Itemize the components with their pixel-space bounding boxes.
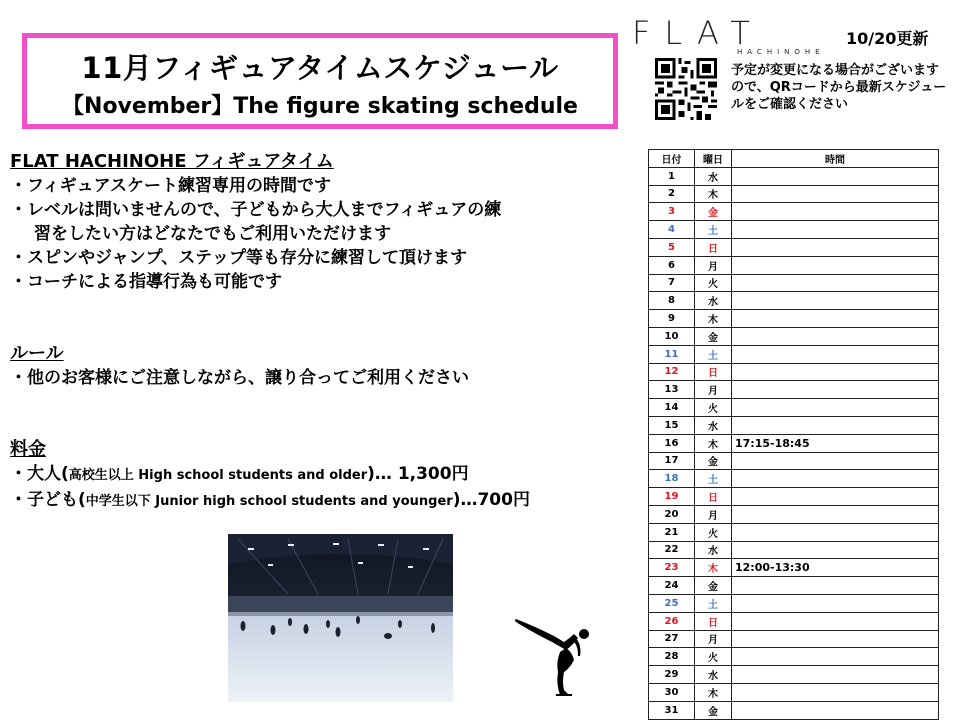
time-cell — [732, 594, 939, 612]
schedule-table — [648, 149, 939, 720]
time-cell — [732, 666, 939, 684]
date-cell: 20 — [649, 505, 695, 523]
time-cell — [732, 541, 939, 559]
rink-photo — [228, 534, 453, 702]
date-cell: 4 — [649, 221, 695, 239]
weekday-cell: 月 — [695, 505, 732, 523]
rules-title: ルール — [10, 343, 64, 364]
page-subtitle: 【November】The figure skating schedule — [62, 94, 578, 119]
date-cell: 18 — [649, 470, 695, 488]
table-row — [649, 221, 939, 239]
table-row — [649, 488, 939, 506]
table-row — [649, 683, 939, 701]
table-row — [649, 167, 939, 185]
table-row — [649, 541, 939, 559]
time-cell — [732, 238, 939, 256]
date-cell: 3 — [649, 203, 695, 221]
info-column — [10, 150, 630, 514]
about-line: ・コーチによる指導行為も可能です — [10, 272, 282, 292]
qr-code-icon[interactable] — [655, 58, 717, 120]
header-date: 日付 — [649, 150, 695, 168]
date-cell: 17 — [649, 452, 695, 470]
weekday-cell: 土 — [695, 470, 732, 488]
time-cell — [732, 416, 939, 434]
time-cell — [732, 381, 939, 399]
date-cell: 25 — [649, 594, 695, 612]
time-cell — [732, 292, 939, 310]
table-row — [649, 310, 939, 328]
weekday-cell: 土 — [695, 594, 732, 612]
time-cell — [732, 701, 939, 719]
table-row — [649, 381, 939, 399]
date-cell: 8 — [649, 292, 695, 310]
time-cell — [732, 470, 939, 488]
table-row — [649, 559, 939, 577]
date-cell: 7 — [649, 274, 695, 292]
weekday-cell: 水 — [695, 666, 732, 684]
time-cell — [732, 452, 939, 470]
table-row — [649, 185, 939, 203]
table-row — [649, 274, 939, 292]
about-line: ・フィギュアスケート練習専用の時間です — [10, 176, 331, 196]
date-cell: 27 — [649, 630, 695, 648]
fee-adult-price: )… 1,300円 — [367, 464, 469, 484]
table-row — [649, 630, 939, 648]
fee-child-price: )…700円 — [452, 490, 530, 510]
weekday-cell: 日 — [695, 488, 732, 506]
date-cell: 16 — [649, 434, 695, 452]
table-row — [649, 594, 939, 612]
weekday-cell: 水 — [695, 416, 732, 434]
weekday-cell: 金 — [695, 203, 732, 221]
weekday-cell: 火 — [695, 648, 732, 666]
weekday-cell: 木 — [695, 185, 732, 203]
fee-adult-note: 高校生以上 High school students and older — [68, 468, 368, 483]
date-cell: 21 — [649, 523, 695, 541]
weekday-cell: 金 — [695, 701, 732, 719]
weekday-cell: 日 — [695, 238, 732, 256]
about-line: 習をしたい方はどなたでもご利用いただけます — [34, 224, 391, 244]
date-cell: 9 — [649, 310, 695, 328]
time-cell — [732, 630, 939, 648]
qr-note: 予定が変更になる場合がございますので、QRコードから最新スケジュールをご確認ください — [731, 63, 947, 112]
header-time: 時間 — [732, 150, 939, 168]
table-row — [649, 238, 939, 256]
time-cell — [732, 523, 939, 541]
table-row — [649, 345, 939, 363]
table-row — [649, 701, 939, 719]
date-cell: 5 — [649, 238, 695, 256]
date-cell: 6 — [649, 256, 695, 274]
weekday-cell: 月 — [695, 381, 732, 399]
time-cell — [732, 310, 939, 328]
table-row — [649, 292, 939, 310]
table-row — [649, 612, 939, 630]
fee-adult-prefix: ・大人( — [10, 464, 69, 484]
weekday-cell: 日 — [695, 363, 732, 381]
flat-logo — [632, 14, 832, 56]
weekday-cell: 木 — [695, 683, 732, 701]
date-cell: 15 — [649, 416, 695, 434]
figure-skater-icon — [512, 612, 592, 696]
date-cell: 12 — [649, 363, 695, 381]
time-cell: 12:00-13:30 — [732, 559, 939, 577]
table-row — [649, 203, 939, 221]
weekday-cell: 月 — [695, 256, 732, 274]
time-cell — [732, 683, 939, 701]
weekday-cell: 金 — [695, 577, 732, 595]
date-cell: 2 — [649, 185, 695, 203]
date-cell: 30 — [649, 683, 695, 701]
table-row — [649, 363, 939, 381]
time-cell: 17:15-18:45 — [732, 434, 939, 452]
table-row — [649, 327, 939, 345]
about-line: ・スピンやジャンプ、ステップ等も存分に練習して頂けます — [10, 248, 467, 268]
weekday-cell: 木 — [695, 559, 732, 577]
weekday-cell: 火 — [695, 523, 732, 541]
time-cell — [732, 327, 939, 345]
logo-text: FLAT — [632, 14, 764, 52]
weekday-cell: 金 — [695, 452, 732, 470]
date-cell: 19 — [649, 488, 695, 506]
time-cell — [732, 167, 939, 185]
weekday-cell: 火 — [695, 399, 732, 417]
date-cell: 13 — [649, 381, 695, 399]
logo-subtext: HACHINOHE — [737, 48, 825, 56]
fees-title: 料金 — [10, 439, 46, 460]
table-row — [649, 505, 939, 523]
table-row — [649, 523, 939, 541]
weekday-cell: 土 — [695, 345, 732, 363]
time-cell — [732, 648, 939, 666]
fee-child-note: 中学生以下 Junior high school students and younger — [85, 494, 453, 509]
weekday-cell: 金 — [695, 327, 732, 345]
fee-adult — [10, 462, 630, 488]
date-cell: 14 — [649, 399, 695, 417]
table-row — [649, 416, 939, 434]
date-cell: 29 — [649, 666, 695, 684]
table-row — [649, 648, 939, 666]
weekday-cell: 木 — [695, 434, 732, 452]
time-cell — [732, 345, 939, 363]
date-cell: 1 — [649, 167, 695, 185]
date-cell: 31 — [649, 701, 695, 719]
time-cell — [732, 185, 939, 203]
date-cell: 11 — [649, 345, 695, 363]
date-cell: 28 — [649, 648, 695, 666]
weekday-cell: 水 — [695, 167, 732, 185]
updated-date: 10/20更新 — [846, 29, 929, 48]
time-cell — [732, 363, 939, 381]
date-cell: 26 — [649, 612, 695, 630]
table-row — [649, 434, 939, 452]
time-cell — [732, 399, 939, 417]
time-cell — [732, 221, 939, 239]
title-box — [22, 33, 618, 129]
table-row — [649, 452, 939, 470]
schedule-header-row — [649, 150, 939, 168]
about-line: ・レベルは問いませんので、子どもから大人までフィギュアの練 — [10, 200, 502, 220]
date-cell: 22 — [649, 541, 695, 559]
fee-child — [10, 488, 630, 514]
time-cell — [732, 274, 939, 292]
table-row — [649, 399, 939, 417]
rules-line: ・他のお客様にご注意しながら、譲り合ってご利用ください — [10, 368, 469, 388]
about-title: FLAT HACHINOHE フィギュアタイム — [10, 151, 334, 172]
table-row — [649, 470, 939, 488]
time-cell — [732, 203, 939, 221]
date-cell: 10 — [649, 327, 695, 345]
time-cell — [732, 256, 939, 274]
table-row — [649, 256, 939, 274]
date-cell: 23 — [649, 559, 695, 577]
weekday-cell: 火 — [695, 274, 732, 292]
weekday-cell: 月 — [695, 630, 732, 648]
table-row — [649, 666, 939, 684]
time-cell — [732, 577, 939, 595]
time-cell — [732, 612, 939, 630]
fee-child-prefix: ・子ども( — [10, 490, 86, 510]
weekday-cell: 日 — [695, 612, 732, 630]
date-cell: 24 — [649, 577, 695, 595]
header-weekday: 曜日 — [695, 150, 732, 168]
weekday-cell: 土 — [695, 221, 732, 239]
time-cell — [732, 488, 939, 506]
weekday-cell: 水 — [695, 541, 732, 559]
time-cell — [732, 505, 939, 523]
page-title: 11月フィギュアタイムスケジュール — [81, 51, 559, 85]
weekday-cell: 水 — [695, 292, 732, 310]
weekday-cell: 木 — [695, 310, 732, 328]
table-row — [649, 577, 939, 595]
